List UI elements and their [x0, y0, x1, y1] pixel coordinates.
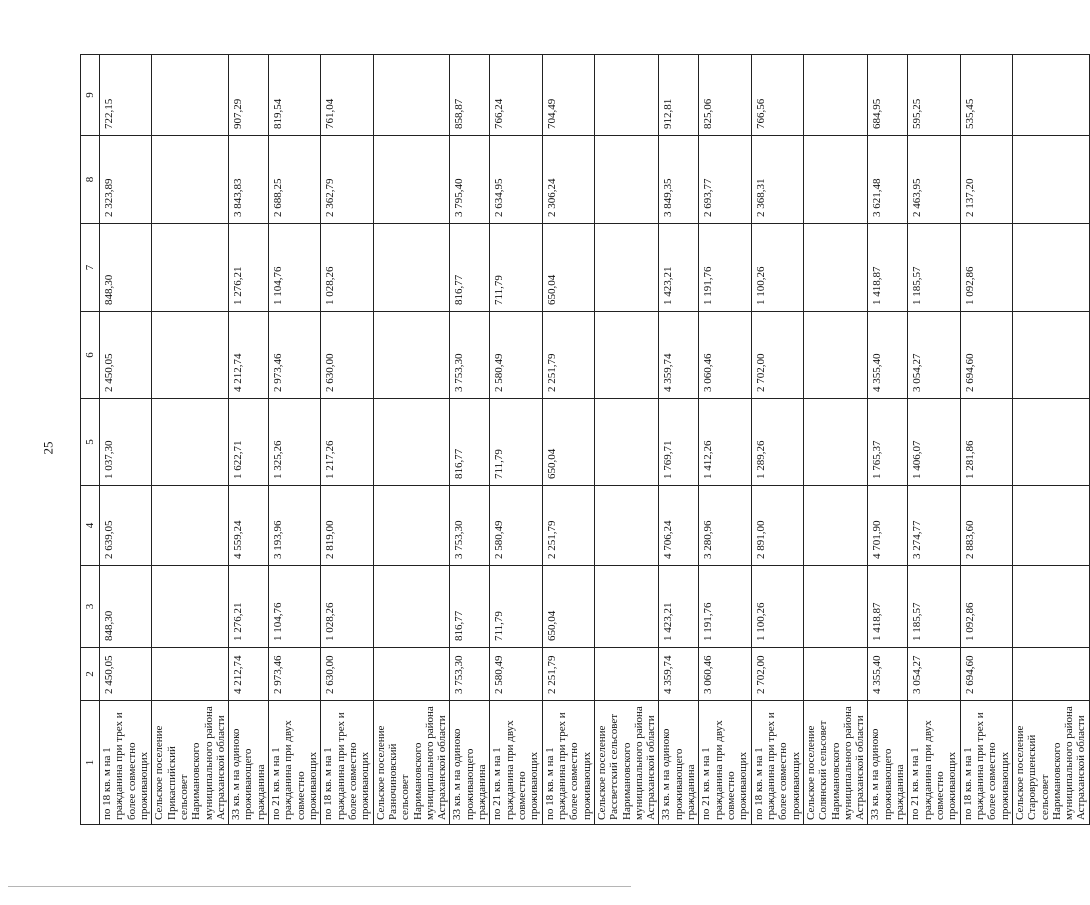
- table-cell: [803, 312, 868, 399]
- column-header: 1: [81, 701, 100, 825]
- table-cell: 1 406,07: [908, 399, 960, 486]
- table-row: [321, 55, 373, 825]
- table-cell: [373, 566, 450, 648]
- table-cell: 2 137,20: [960, 136, 1012, 224]
- table-cell: [373, 648, 450, 701]
- table-row: [594, 55, 659, 825]
- table-cell: 4 355,40: [868, 648, 908, 701]
- table-cell: 711,79: [490, 399, 542, 486]
- table-cell: 1 104,76: [269, 224, 321, 312]
- row-label: по 21 кв. м на 1 гражданина при двух совместно проживающих: [490, 701, 542, 825]
- table-cell: 3 753,30: [450, 648, 490, 701]
- table-cell: 595,25: [908, 55, 960, 136]
- table-cell: [803, 648, 868, 701]
- table-cell: 766,56: [751, 55, 803, 136]
- row-label: по 18 кв. м на 1 гражданина при трех и более совместно проживающих: [542, 701, 594, 825]
- table-cell: 1 217,26: [321, 399, 373, 486]
- table-cell: 1 100,26: [751, 224, 803, 312]
- table-cell: 1 028,26: [321, 566, 373, 648]
- table-cell: 858,87: [450, 55, 490, 136]
- table-cell: 3 795,40: [450, 136, 490, 224]
- table-cell: 2 450,05: [100, 312, 152, 399]
- table-cell: [594, 648, 659, 701]
- table-cell: [594, 486, 659, 566]
- table-row: [960, 55, 1012, 825]
- row-label: по 18 кв. м на 1 гражданина при трех и более совместно проживающих: [100, 701, 152, 825]
- table-cell: 1 185,57: [908, 224, 960, 312]
- table-cell: 4 701,90: [868, 486, 908, 566]
- table-cell: 2 973,46: [269, 312, 321, 399]
- table-cell: 816,77: [450, 224, 490, 312]
- table-cell: [803, 224, 868, 312]
- table-cell: 650,04: [542, 566, 594, 648]
- row-label: по 21 кв. м на 1 гражданина при двух совместно проживающих: [908, 701, 960, 825]
- table-cell: [373, 399, 450, 486]
- page-number: 25: [40, 441, 56, 455]
- table-row: [803, 55, 868, 825]
- table-cell: 825,06: [699, 55, 751, 136]
- table-cell: 2 891,00: [751, 486, 803, 566]
- table-cell: 816,77: [450, 566, 490, 648]
- table-cell: 2 580,49: [490, 648, 542, 701]
- column-header: 3: [81, 566, 100, 648]
- table-cell: 1 092,86: [960, 224, 1012, 312]
- table-row: [269, 55, 321, 825]
- table-cell: [373, 136, 450, 224]
- table-cell: 4 359,74: [659, 648, 699, 701]
- table-cell: [1012, 399, 1089, 486]
- data-table: [80, 54, 1090, 825]
- table-cell: [1012, 136, 1089, 224]
- table-cell: 3 753,30: [450, 312, 490, 399]
- table-cell: 2 819,00: [321, 486, 373, 566]
- table-cell: 766,24: [490, 55, 542, 136]
- table-cell: [1012, 224, 1089, 312]
- table-cell: [152, 312, 229, 399]
- header-row: [81, 55, 100, 825]
- column-header: 6: [81, 312, 100, 399]
- table-cell: 1 104,76: [269, 566, 321, 648]
- table-cell: 1 276,21: [229, 224, 269, 312]
- table-row: [373, 55, 450, 825]
- table-cell: 1 418,87: [868, 224, 908, 312]
- table-cell: 1 185,57: [908, 566, 960, 648]
- table-cell: 761,04: [321, 55, 373, 136]
- table-cell: [152, 399, 229, 486]
- table-cell: 1 028,26: [321, 224, 373, 312]
- table-cell: 2 694,60: [960, 648, 1012, 701]
- row-label: по 18 кв. м на 1 гражданина при трех и более совместно проживающих: [321, 701, 373, 825]
- table-cell: 1 281,86: [960, 399, 1012, 486]
- table-cell: [373, 486, 450, 566]
- table-cell: 2 702,00: [751, 648, 803, 701]
- table-cell: 2 630,00: [321, 312, 373, 399]
- row-label: Сельское поселение Прикаспийский сельсовет Наримановского муниципального района Астраханской области: [152, 701, 229, 825]
- table-cell: [152, 55, 229, 136]
- table-cell: 1 191,76: [699, 224, 751, 312]
- table-cell: [1012, 486, 1089, 566]
- table-cell: 1 191,76: [699, 566, 751, 648]
- table-cell: [373, 55, 450, 136]
- table-cell: 2 630,00: [321, 648, 373, 701]
- table-cell: [373, 224, 450, 312]
- table-cell: [594, 224, 659, 312]
- table-cell: 2 251,79: [542, 312, 594, 399]
- table-cell: 2 463,95: [908, 136, 960, 224]
- table-cell: 3 054,27: [908, 312, 960, 399]
- table-cell: 1 765,37: [868, 399, 908, 486]
- column-header: 2: [81, 648, 100, 701]
- table-cell: [152, 648, 229, 701]
- table-row: [699, 55, 751, 825]
- table-row: [1012, 55, 1089, 825]
- table-cell: 848,30: [100, 566, 152, 648]
- table-cell: 711,79: [490, 566, 542, 648]
- table-cell: 1 769,71: [659, 399, 699, 486]
- table-cell: [1012, 312, 1089, 399]
- table-cell: 2 639,05: [100, 486, 152, 566]
- table-cell: [594, 566, 659, 648]
- table-cell: [1012, 566, 1089, 648]
- table-cell: 4 212,74: [229, 312, 269, 399]
- row-label: Сельское поселение Рассветский сельсовет Наримановского муниципального района Астраханской области: [594, 701, 659, 825]
- table-cell: 2 702,00: [751, 312, 803, 399]
- table-cell: 722,15: [100, 55, 152, 136]
- row-label: 33 кв. м на одиноко проживающего гражданина: [229, 701, 269, 825]
- table-cell: 4 559,24: [229, 486, 269, 566]
- table-cell: [152, 566, 229, 648]
- column-header: 5: [81, 399, 100, 486]
- table-cell: 535,45: [960, 55, 1012, 136]
- table-cell: [594, 55, 659, 136]
- table-cell: [1012, 648, 1089, 701]
- table-cell: 2 368,31: [751, 136, 803, 224]
- row-label: Сельское поселение Разночиновский сельсовет Наримановского муниципального района Астраханской области: [373, 701, 450, 825]
- table-cell: 3 060,46: [699, 312, 751, 399]
- table-cell: [594, 136, 659, 224]
- table-cell: 4 359,74: [659, 312, 699, 399]
- table-cell: 3 060,46: [699, 648, 751, 701]
- table-cell: 3 193,96: [269, 486, 321, 566]
- table-cell: 1 423,21: [659, 224, 699, 312]
- row-label: Сельское поселение Староврушенский сельсовет Наримановского муниципального района Астраханской области: [1012, 701, 1089, 825]
- table-cell: 2 450,05: [100, 648, 152, 701]
- table-cell: [373, 312, 450, 399]
- row-label: 33 кв. м на одиноко проживающего гражданина: [868, 701, 908, 825]
- table-cell: 2 693,77: [699, 136, 751, 224]
- table-cell: 2 634,95: [490, 136, 542, 224]
- table-cell: [1012, 55, 1089, 136]
- row-label: 33 кв. м на одиноко проживающего гражданина: [450, 701, 490, 825]
- table-cell: 650,04: [542, 399, 594, 486]
- table-cell: [152, 486, 229, 566]
- table-cell: [152, 136, 229, 224]
- table-cell: 3 054,27: [908, 648, 960, 701]
- row-label: Сельское поселение Солянский сельсовет Наримановского муниципального района Астраханской области: [803, 701, 868, 825]
- table-row: [908, 55, 960, 825]
- table-cell: [803, 399, 868, 486]
- table-cell: 2 883,60: [960, 486, 1012, 566]
- table-cell: 1 622,71: [229, 399, 269, 486]
- table-cell: 3 843,83: [229, 136, 269, 224]
- table-row: [152, 55, 229, 825]
- table-cell: [803, 136, 868, 224]
- table-cell: 684,95: [868, 55, 908, 136]
- table-row: [542, 55, 594, 825]
- table-cell: 1 412,26: [699, 399, 751, 486]
- table-row: [229, 55, 269, 825]
- table-cell: 4 355,40: [868, 312, 908, 399]
- table-cell: 1 289,26: [751, 399, 803, 486]
- table-cell: 2 580,49: [490, 312, 542, 399]
- table-cell: 2 251,79: [542, 486, 594, 566]
- table-cell: 1 037,30: [100, 399, 152, 486]
- table-cell: 2 688,25: [269, 136, 321, 224]
- table-cell: 704,49: [542, 55, 594, 136]
- table-cell: 650,04: [542, 224, 594, 312]
- table-row: [490, 55, 542, 825]
- table-cell: [803, 566, 868, 648]
- table-row: [100, 55, 152, 825]
- table-cell: 1 325,26: [269, 399, 321, 486]
- row-label: по 18 кв. м на 1 гражданина при трех и более совместно проживающих: [960, 701, 1012, 825]
- table-cell: 2 251,79: [542, 648, 594, 701]
- table-cell: [152, 224, 229, 312]
- table-cell: 4 212,74: [229, 648, 269, 701]
- row-label: по 18 кв. м на 1 гражданина при трех и более совместно проживающих: [751, 701, 803, 825]
- table-row: [659, 55, 699, 825]
- table-cell: 2 973,46: [269, 648, 321, 701]
- table-cell: 819,54: [269, 55, 321, 136]
- table-cell: 1 418,87: [868, 566, 908, 648]
- row-label: по 21 кв. м на 1 гражданина при двух совместно проживающих: [269, 701, 321, 825]
- table-header: [81, 55, 100, 825]
- table-cell: 2 580,49: [490, 486, 542, 566]
- table-cell: 907,29: [229, 55, 269, 136]
- table-cell: [594, 399, 659, 486]
- column-header: 8: [81, 136, 100, 224]
- table-cell: 3 753,30: [450, 486, 490, 566]
- table-cell: 1 423,21: [659, 566, 699, 648]
- column-header: 9: [81, 55, 100, 136]
- table-cell: 3 621,48: [868, 136, 908, 224]
- table-cell: [803, 55, 868, 136]
- row-label: 33 кв. м на одиноко проживающего гражданина: [659, 701, 699, 825]
- table-cell: 3 849,35: [659, 136, 699, 224]
- table-cell: 3 274,77: [908, 486, 960, 566]
- table-body: [100, 55, 1090, 825]
- table-cell: [594, 312, 659, 399]
- table-cell: 816,77: [450, 399, 490, 486]
- table-cell: 1 092,86: [960, 566, 1012, 648]
- row-label: по 21 кв. м на 1 гражданина при двух совместно проживающих: [699, 701, 751, 825]
- table-row: [751, 55, 803, 825]
- table-cell: 2 323,89: [100, 136, 152, 224]
- table-cell: 848,30: [100, 224, 152, 312]
- table-cell: [803, 486, 868, 566]
- column-header: 7: [81, 224, 100, 312]
- table-row: [450, 55, 490, 825]
- table-cell: 1 100,26: [751, 566, 803, 648]
- table-cell: 1 276,21: [229, 566, 269, 648]
- table-cell: 2 306,24: [542, 136, 594, 224]
- rotated-table-wrapper: [80, 55, 1088, 825]
- column-header: 4: [81, 486, 100, 566]
- table-cell: 3 280,96: [699, 486, 751, 566]
- table-cell: 4 706,24: [659, 486, 699, 566]
- table-cell: 2 694,60: [960, 312, 1012, 399]
- table-row: [868, 55, 908, 825]
- table-cell: 2 362,79: [321, 136, 373, 224]
- table-cell: 711,79: [490, 224, 542, 312]
- bottom-rule: [8, 886, 631, 887]
- table-cell: 912,81: [659, 55, 699, 136]
